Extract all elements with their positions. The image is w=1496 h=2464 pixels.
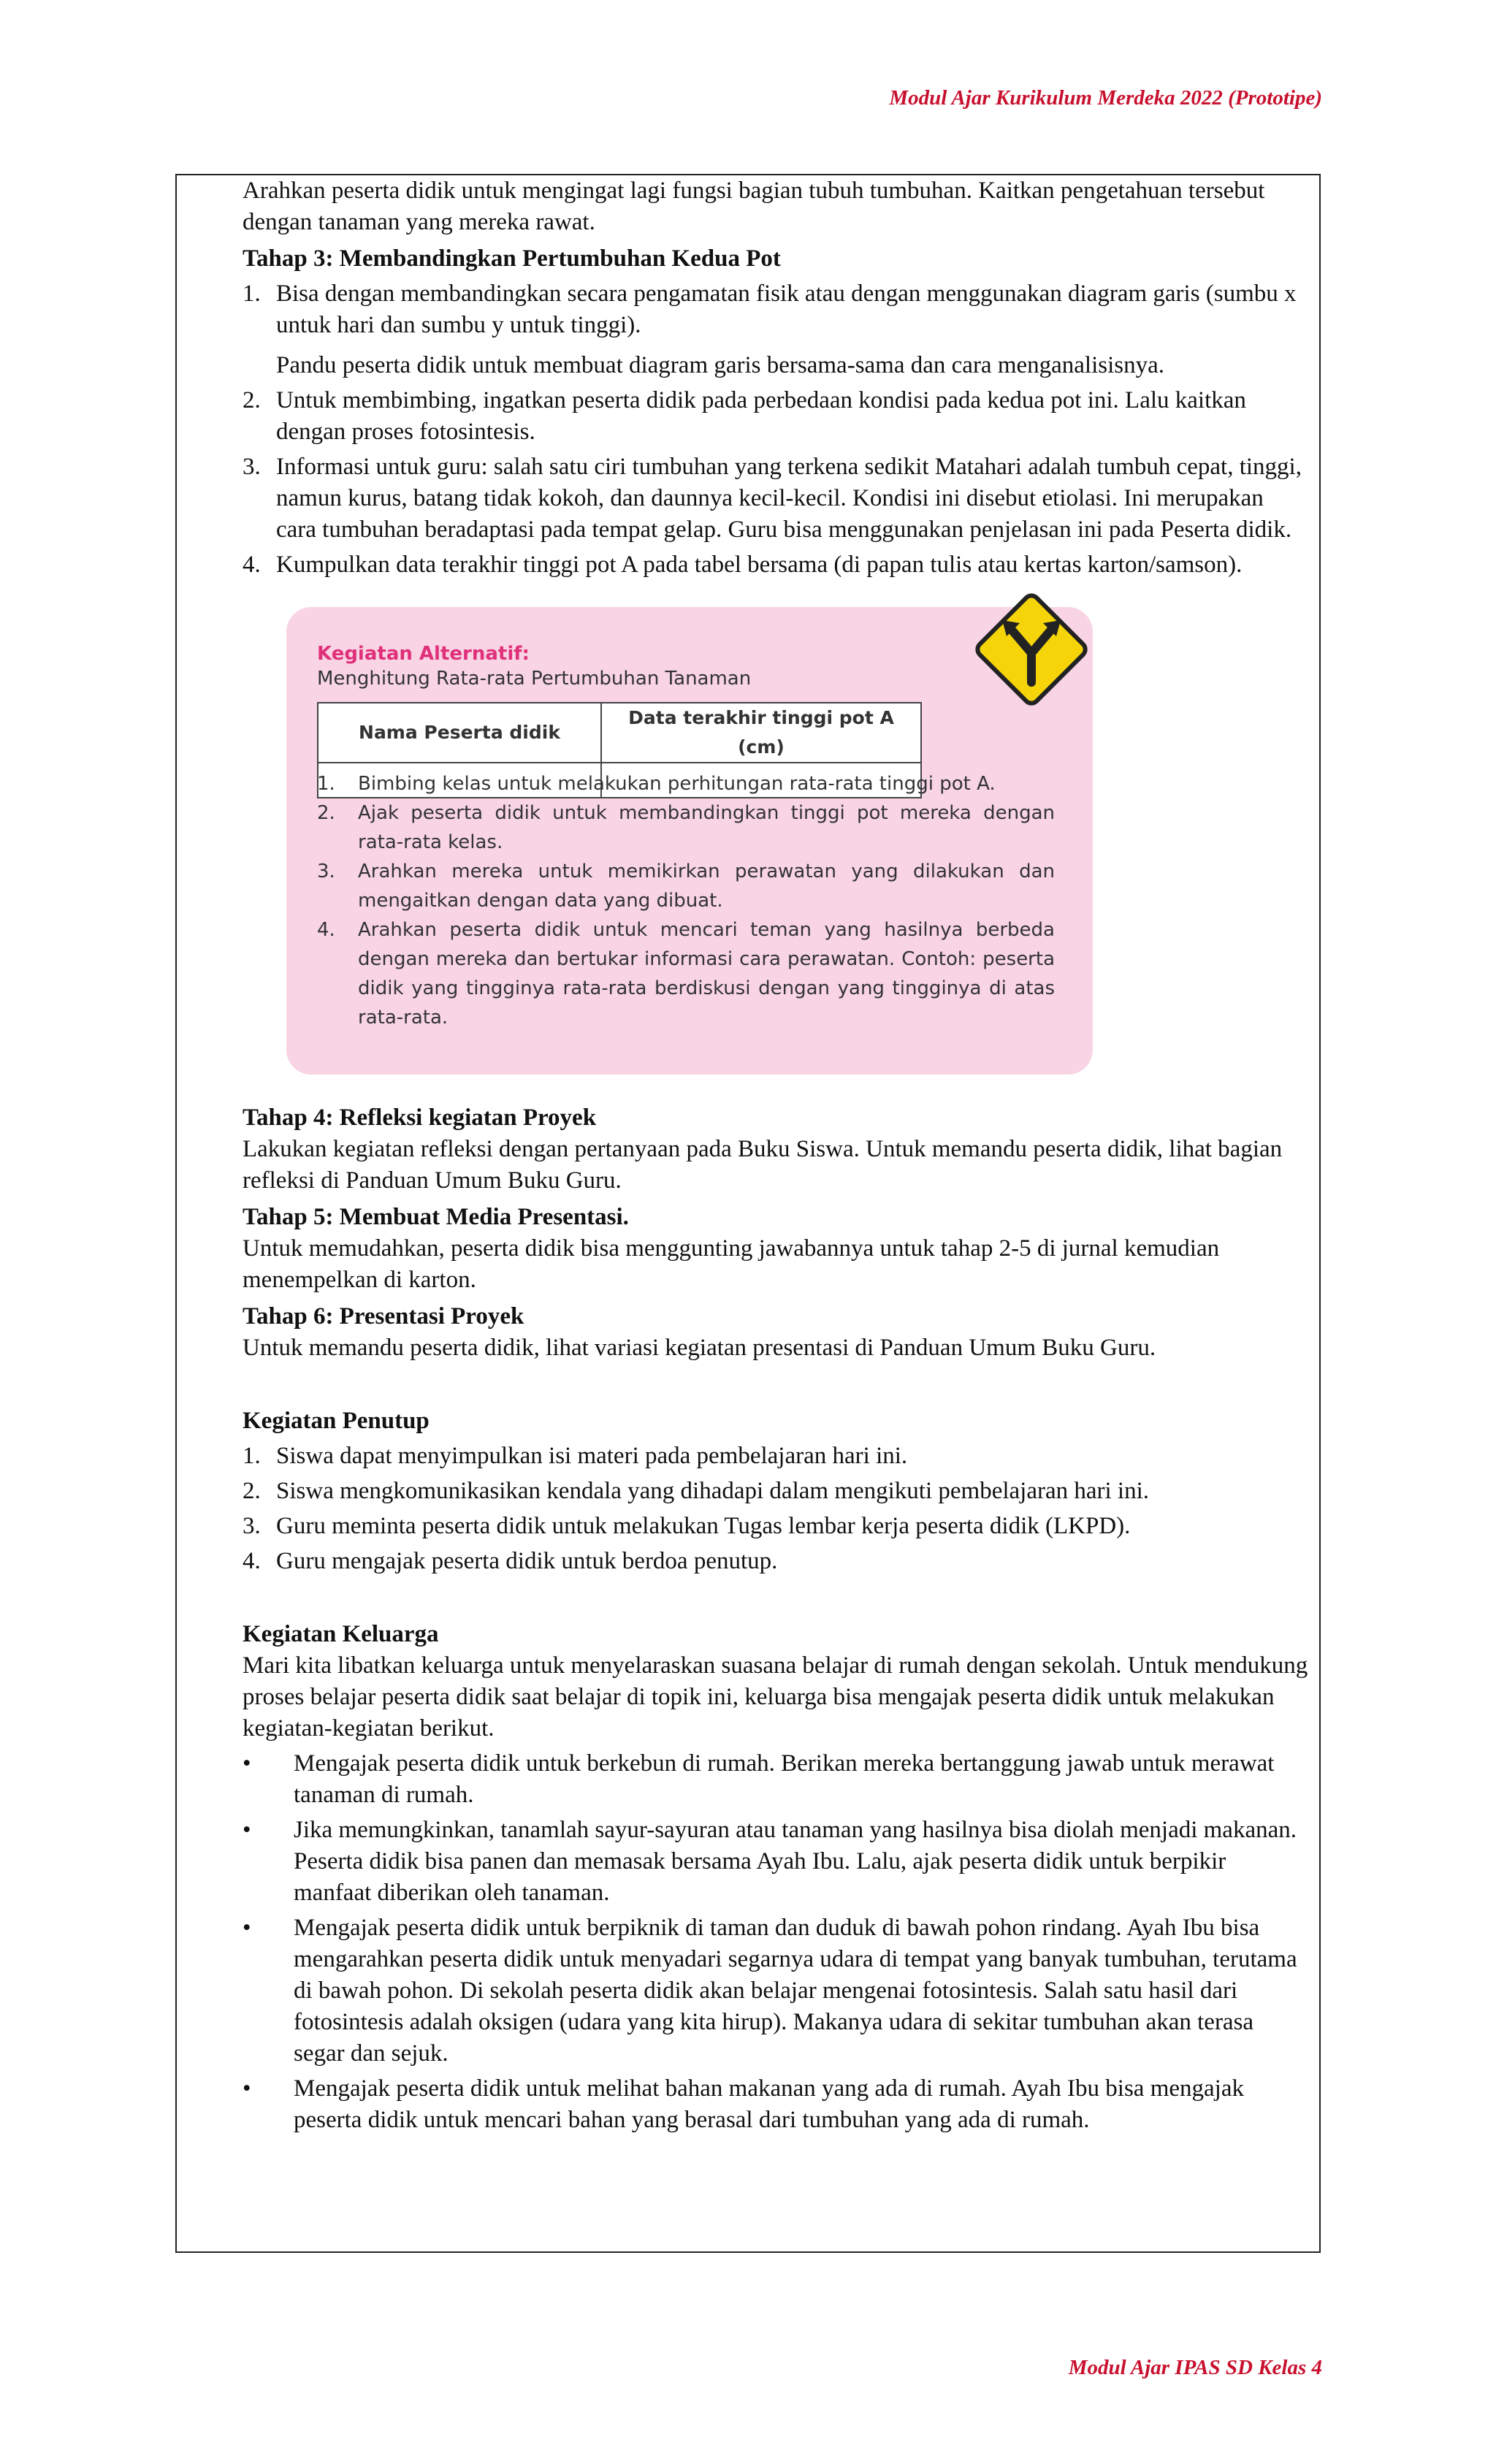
list-item: 4. Arahkan peserta didik untuk mencari teman yang hasilnya berbeda dengan mereka dan bertukar informasi cara perawatan. Contoh: peserta didik yang tingginya rata-rata berdiskusi dengan yang tingginya di atas rata-rata. [317,919,1055,1029]
alt-list [317,769,1055,1032]
list-item: 3. Guru meminta peserta didik untuk melakukan Tugas lembar kerja peserta didik (LKPD). [243,1513,1131,1539]
alternative-activity-box [286,607,1093,1075]
list-item: 4. Guru mengajak peserta didik untuk berdoa penutup. [243,1548,778,1574]
list-item: 4. Kumpulkan data terakhir tinggi pot A pada tabel bersama (di papan tulis atau kertas karton/samson). [243,552,1243,578]
tahap3-title: Tahap 3: Membandingkan Pertumbuhan Kedua Pot [243,245,781,272]
penutup-list [243,1441,1309,1577]
fork-road-sign-icon [966,584,1097,715]
tahap3-list [243,278,1309,581]
list-item: 1. Bimbing kelas untuk melakukan perhitungan rata-rata tinggi pot A. [317,773,996,795]
list-item-note: Pandu peserta didik untuk membuat diagram garis bersama-sama dan cara menganalisisnya. [276,352,1165,378]
tahap4-title: Tahap 4: Refleksi kegiatan Proyek [243,1105,597,1131]
page-footer: Modul Ajar IPAS SD Kelas 4 [1068,2356,1322,2379]
keluarga-title: Kegiatan Keluarga [243,1621,439,1647]
tahap6-title: Tahap 6: Presentasi Proyek [243,1303,524,1330]
list-item: • Mengajak peserta didik untuk melihat bahan makanan yang ada di rumah. Ayah Ibu bisa mengajak peserta didik untuk mencari bahan yang berasal dari tumbuhan yang ada di rumah. [243,2075,1244,2133]
table-header: Nama Peserta didik [318,703,601,763]
list-item: 2. Ajak peserta didik untuk membandingkan tinggi pot mereka dengan rata-rata kelas. [317,802,1055,853]
list-item: • Mengajak peserta didik untuk berkebun di rumah. Berikan mereka bertanggung jawab untuk merawat tanaman di rumah. [243,1750,1275,1808]
table-header: Data terakhir tinggi pot A (cm) [601,703,921,763]
keluarga-text: Mari kita libatkan keluarga untuk menyelaraskan suasana belajar di rumah dengan sekolah. Untuk mendukung proses belajar peserta didik saat belajar di topik ini, keluarga bisa mengajak peserta didik untuk melakukan kegiatan-kegiatan berikut. [243,1652,1308,1742]
list-item: 3. Arahkan mereka untuk memikirkan perawatan yang dilakukan dan mengaitkan dengan data yang dibuat. [317,861,1055,912]
content [243,175,1309,2136]
page-header: Modul Ajar Kurikulum Merdeka 2022 (Prototipe) [889,86,1322,110]
tahap5-title: Tahap 5: Membuat Media Presentasi. [243,1204,629,1230]
list-item: 2. Siswa mengkomunikasikan kendala yang dihadapi dalam mengikuti pembelajaran hari ini. [243,1478,1150,1504]
alt-subtitle: Menghitung Rata-rata Pertumbuhan Tanaman [317,668,752,690]
tahap5-text: Untuk memudahkan, peserta didik bisa menggunting jawabannya untuk tahap 2-5 di jurnal kemudian menempelkan di karton. [243,1235,1220,1293]
list-item: 3. Informasi untuk guru: salah satu ciri tumbuhan yang terkena sedikit Matahari adalah tumbuh cepat, tinggi, namun kurus, batang tidak kokoh, dan daunnya kecil-kecil. Kondisi ini disebut etiolasi. Ini merupakan cara tumbuhan beradaptasi pada tempat gelap. Guru bisa menggunakan penjelasan ini pada Peserta didik. [243,454,1302,543]
list-item: • Mengajak peserta didik untuk berpiknik di taman dan duduk di bawah pohon rindang. Ayah Ibu bisa mengarahkan peserta didik untuk menyadari segarnya udara di tempat yang banyak tumbuhan, terutama di bawah pohon. Di sekolah peserta didik akan belajar mengenai fotosintesis. Salah satu hasil dari fotosintesis adalah oksigen (udara yang kita hirup). Makanya udara di sekitar tumbuhan akan terasa segar dan sejuk. [243,1915,1297,2067]
tahap4-text: Lakukan kegiatan refleksi dengan pertanyaan pada Buku Siswa. Untuk memandu peserta didik, lihat bagian refleksi di Panduan Umum Buku Guru. [243,1136,1283,1194]
alt-title: Kegiatan Alternatif: [317,643,530,665]
list-item: 1. Siswa dapat menyimpulkan isi materi pada pembelajaran hari ini. [243,1443,908,1469]
list-item: 1. Bisa dengan membandingkan secara pengamatan fisik atau dengan menggunakan diagram garis (sumbu x untuk hari dan sumbu y untuk tinggi). Pandu peserta didik untuk membuat diagram garis bersama-sama dan cara menganalisisnya. [243,278,1309,381]
tahap6-text: Untuk memandu peserta didik, lihat variasi kegiatan presentasi di Panduan Umum Buku Guru. [243,1335,1156,1361]
list-item: • Jika memungkinkan, tanamlah sayur-sayuran atau tanaman yang hasilnya bisa diolah menjadi makanan. Peserta didik bisa panen dan memasak bersama Ayah Ibu. Lalu, ajak peserta didik untuk berpikir manfaat diberikan oleh tanaman. [243,1817,1297,1906]
penutup-title: Kegiatan Penutup [243,1408,430,1434]
keluarga-list [243,1748,1309,2136]
list-item: 2. Untuk membimbing, ingatkan peserta didik pada perbedaan kondisi pada kedua pot ini. Lalu kaitkan dengan proses fotosintesis. [243,387,1246,445]
intro-text: Arahkan peserta didik untuk mengingat lagi fungsi bagian tubuh tumbuhan. Kaitkan pengetahuan tersebut dengan tanaman yang mereka rawat. [243,178,1265,235]
